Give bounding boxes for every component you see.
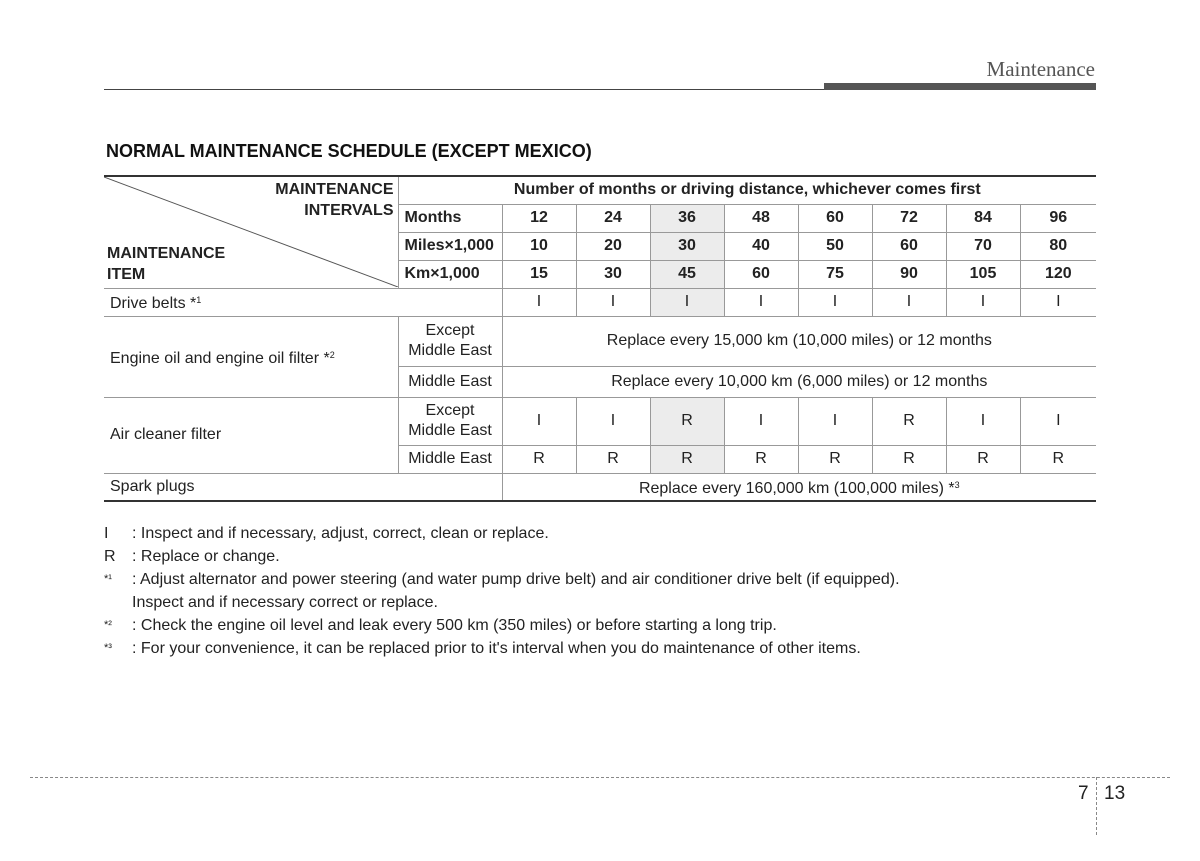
miles-cell: 30 [650,232,724,260]
region-middle-east: Middle East [398,366,502,397]
table-corner-header [104,176,398,288]
air-cleaner-row-1 [104,397,1096,445]
schedule-cell: R [650,397,724,445]
schedule-cell: I [502,397,576,445]
row-label-km: Km×1,000 [398,260,502,288]
schedule-cell: R [576,445,650,473]
spark-plugs-interval-text: Replace every 160,000 km (100,000 miles) *$^3$ [502,473,1096,501]
schedule-cell: I [946,397,1020,445]
km-cell: 30 [576,260,650,288]
schedule-cell: R [798,445,872,473]
month-cell: 48 [724,204,798,232]
engine-oil-interval-text: Replace every 15,000 km (10,000 miles) or 12 months [502,316,1096,366]
km-cell: 45 [650,260,724,288]
schedule-cell: R [724,445,798,473]
schedule-cell: I [650,288,724,316]
month-cell: 96 [1020,204,1096,232]
schedule-cell: R [650,445,724,473]
km-cell: 90 [872,260,946,288]
month-cell: 84 [946,204,1020,232]
schedule-cell: I [576,288,650,316]
month-cell: 12 [502,204,576,232]
engine-oil-row-1 [104,316,1096,366]
region-except-middle-east: Except Middle East [398,397,502,445]
schedule-cell: I [576,397,650,445]
km-cell: 120 [1020,260,1096,288]
footnotes [104,522,900,660]
schedule-cell: R [1020,445,1096,473]
schedule-cell: I [724,397,798,445]
footer-vertical-rule [1096,777,1097,835]
month-cell: 72 [872,204,946,232]
schedule-cell: I [1020,288,1096,316]
km-cell: 60 [724,260,798,288]
chapter-number: 7 [1078,783,1089,804]
header-rule [104,89,824,90]
schedule-cell: R [502,445,576,473]
header-bar [824,83,1096,90]
page-header-title: Maintenance [986,57,1095,81]
schedule-cell: R [872,445,946,473]
row-label-miles: Miles×1,000 [398,232,502,260]
item-label: MAINTENANCE ITEM [107,244,226,283]
air-cleaner-label: Air cleaner filter [104,397,398,473]
month-cell: 24 [576,204,650,232]
miles-cell: 70 [946,232,1020,260]
section-title: NORMAL MAINTENANCE SCHEDULE (EXCEPT MEXICO) [106,141,592,161]
intervals-label: MAINTENANCE INTERVALS [275,181,394,219]
note-2: *² : Check the engine oil level and leak every 500 km (350 miles) or before starting a long trip. [104,617,777,634]
schedule-cell: I [798,397,872,445]
page-number: 13 [1104,783,1126,804]
schedule-cell: I [724,288,798,316]
note-replace: R : Replace or change. [104,548,280,565]
schedule-cell: I [946,288,1020,316]
miles-cell: 80 [1020,232,1096,260]
schedule-cell: I [872,288,946,316]
miles-cell: 60 [872,232,946,260]
schedule-cell: I [798,288,872,316]
miles-cell: 20 [576,232,650,260]
km-cell: 15 [502,260,576,288]
span-header: Number of months or driving distance, whichever comes first [398,176,1096,204]
maintenance-schedule-table [104,175,1096,502]
month-cell: 60 [798,204,872,232]
miles-cell: 50 [798,232,872,260]
drive-belts-row [104,288,1096,316]
note-1: *¹ : Adjust alternator and power steering (and water pump drive belt) and air conditioner drive belt (if equipped). [104,571,900,588]
note-3: *³ : For your convenience, it can be replaced prior to it's interval when you do maintenance of other items. [104,640,861,657]
km-cell: 105 [946,260,1020,288]
engine-oil-interval-text-me: Replace every 10,000 km (6,000 miles) or 12 months [502,366,1096,397]
spark-plugs-row [104,473,1096,501]
footer-dashed-rule [30,777,1170,778]
schedule-cell: R [872,397,946,445]
schedule-cell: I [502,288,576,316]
note-1-continued: Inspect and if necessary correct or replace. [132,594,438,611]
miles-cell: 40 [724,232,798,260]
drive-belts-label: Drive belts *$^1$ [104,288,502,316]
row-label-months: Months [398,204,502,232]
km-cell: 75 [798,260,872,288]
region-except-middle-east: Except Middle East [398,316,502,366]
miles-cell: 10 [502,232,576,260]
schedule-cell: R [946,445,1020,473]
engine-oil-label: Engine oil and engine oil filter *$^2$ [104,316,398,397]
spark-plugs-label: Spark plugs [104,473,502,501]
note-inspect: I : Inspect and if necessary, adjust, correct, clean or replace. [104,525,549,542]
schedule-cell: I [1020,397,1096,445]
region-middle-east: Middle East [398,445,502,473]
month-cell: 36 [650,204,724,232]
